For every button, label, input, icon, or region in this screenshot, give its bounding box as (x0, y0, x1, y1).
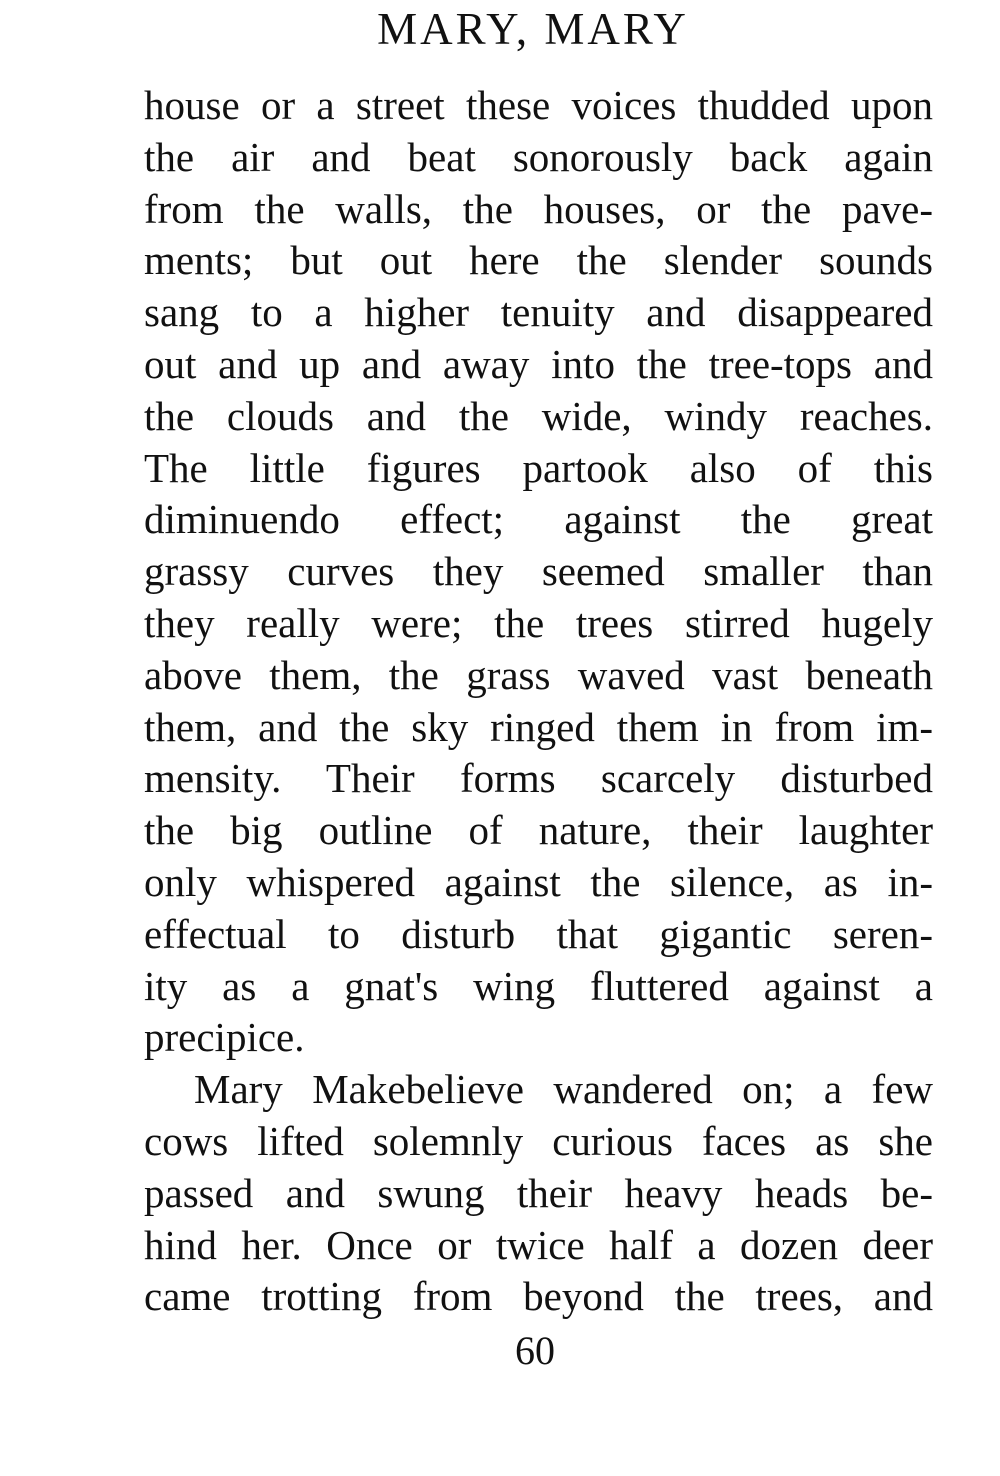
text-line: out and up and away into the tree-tops and (144, 340, 933, 387)
text-line: above them, the grass waved vast beneath (144, 651, 933, 698)
text-line: the big outline of nature, their laughter (144, 807, 933, 854)
text-line: grassy curves they seemed smaller than (144, 548, 933, 595)
text-line: ity as a gnat's wing fluttered against a (144, 962, 933, 1009)
text-line: house or a street these voices thudded upon (144, 82, 933, 128)
text-line: Mary Makebelieve wandered on; a few (194, 1066, 933, 1113)
text-line: from the walls, the houses, or the pave- (144, 185, 933, 232)
text-line: ments; but out here the slender sounds (144, 237, 933, 284)
paragraph (144, 80, 933, 1064)
text-line: diminuendo effect; against the great (144, 496, 933, 543)
text-line: mensity. Their forms scarcely disturbed (144, 755, 933, 802)
text-line: only whispered against the silence, as in- (144, 858, 933, 905)
text-line: sang to a higher tenuity and disappeared (144, 289, 933, 336)
text-line: them, and the sky ringed them in from im- (144, 703, 933, 750)
page-number: 60 (515, 1328, 555, 1373)
text-line: they really were; the trees stirred hugely (144, 599, 933, 646)
text-line: precipice. (144, 1014, 305, 1061)
text-line: the air and beat sonorously back again (144, 133, 933, 180)
text-line: the clouds and the wide, windy reaches. (144, 392, 933, 439)
text-line: hind her. Once or twice half a dozen deer (144, 1221, 933, 1268)
text-line: The little figures partook also of this (144, 444, 933, 491)
body-text (144, 80, 933, 1323)
running-head: MARY, MARY (377, 4, 689, 54)
text-line: came trotting from beyond the trees, and (144, 1273, 933, 1320)
text-line: cows lifted solemnly curious faces as she (144, 1117, 933, 1164)
text-line: passed and swung their heavy heads be- (144, 1169, 933, 1216)
text-line: effectual to disturb that gigantic seren- (144, 910, 933, 957)
paragraph (144, 1064, 933, 1323)
